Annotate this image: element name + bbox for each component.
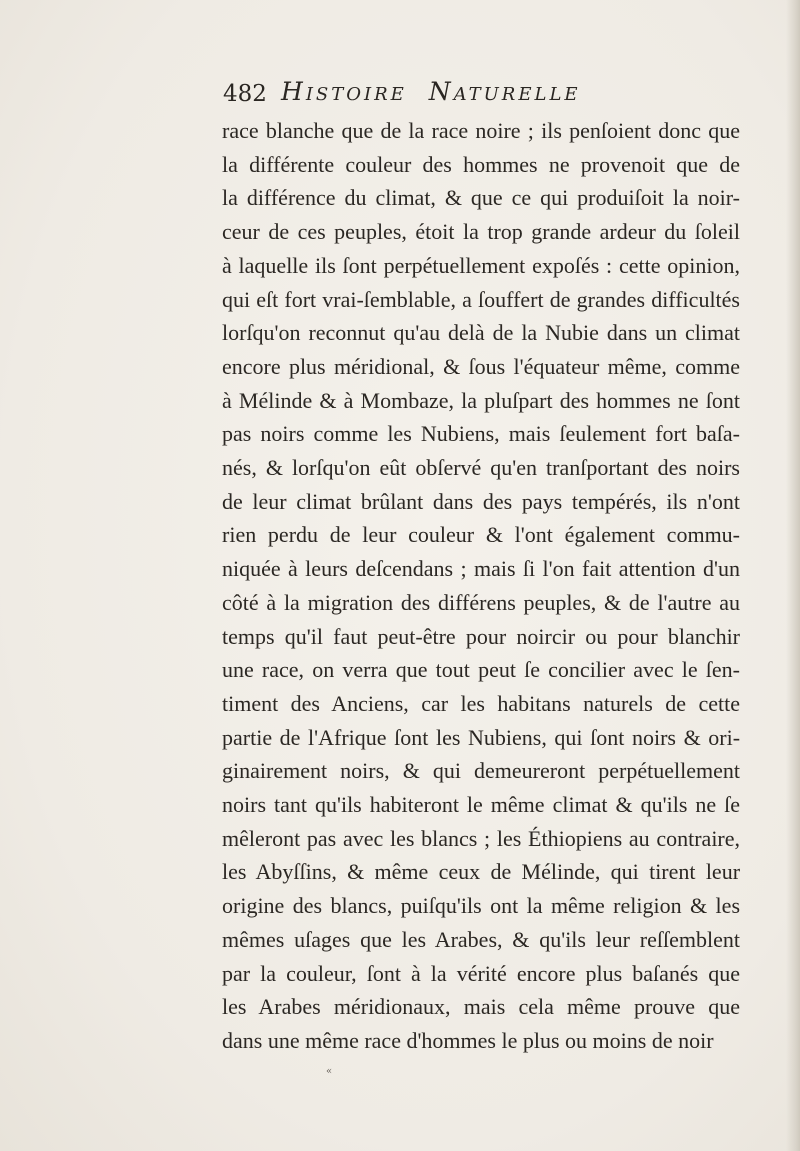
text-line: mêleront pas avec les blancs ; les Éthiopiens au contraire, [222, 825, 741, 851]
text-line: timent des Anciens, car les habitans naturels de cette [222, 690, 740, 716]
text-line: pas noirs comme les Nubiens, mais ſeulement fort baſa- [222, 421, 741, 447]
page-number: 482 [223, 81, 267, 107]
text-line: rien perdu de leur couleur & l'ont également commu- [222, 522, 741, 548]
text-line: les Arabes méridionaux, mais cela même prouve que [222, 994, 740, 1020]
body-text [222, 114, 800, 1058]
text-line: noirs tant qu'ils habiteront le même climat & qu'ils ne ſe [222, 792, 741, 818]
text-line: origine des blancs, puiſqu'ils ont la même religion & les [222, 893, 741, 919]
text-line: à laquelle ils ſont perpétuellement expoſés : cette opinion, [222, 252, 740, 278]
text-line: la différente couleur des hommes ne provenoit que de [222, 151, 741, 177]
text-line: nés, & lorſqu'on eût obſervé qu'en tranſportant des noirs [222, 455, 740, 481]
text-line: dans une même race d'hommes le plus ou moins de noir [222, 1027, 714, 1053]
text-line: ginairement noirs, & qui demeureront perpétuellement [222, 758, 740, 784]
text-line: les Abyſſins, & même ceux de Mélinde, qui tirent leur [222, 859, 741, 885]
text-line: par la couleur, ſont à la vérité encore plus baſanés que [222, 960, 741, 986]
text-line: ceur de ces peuples, étoit la trop grande ardeur du ſoleil [222, 219, 740, 245]
text-line: niquée à leurs deſcendans ; mais ſi l'on fait attention d'un [222, 556, 741, 582]
text-line: mêmes uſages que les Arabes, & qu'ils leur reſſemblent [222, 926, 740, 952]
text-line: partie de l'Afrique ſont les Nubiens, qui ſont noirs & ori- [222, 724, 741, 750]
text-line: lorſqu'on reconnut qu'au delà de la Nubie dans un climat [222, 320, 741, 346]
text-line: côté à la migration des différens peuples, & de l'autre au [222, 589, 741, 615]
text-line: à Mélinde & à Mombaze, la pluſpart des hommes ne ſont [222, 387, 740, 413]
text-line: de leur climat brûlant dans des pays tempérés, ils n'ont [222, 488, 740, 514]
footer-mark: « [326, 1066, 333, 1077]
page-header [223, 79, 643, 113]
text-line: race blanche que de la race noire ; ils penſoient donc que [222, 118, 740, 143]
text-line: encore plus méridional, & ſous l'équateur même, comme [222, 353, 741, 379]
text-line: qui eſt fort vrai-ſemblable, a ſouffert de grandes difficultés [222, 286, 740, 312]
text-line: temps qu'il faut peut-être pour noircir ou pour blanchir [222, 623, 741, 649]
text-line: une race, on verra que tout peut ſe concilier avec le ſen- [222, 657, 741, 683]
text-line: la différence du climat, & que ce qui produiſoit la noir- [222, 185, 741, 211]
running-title: HISTOIRE NATURELLE [281, 77, 581, 106]
